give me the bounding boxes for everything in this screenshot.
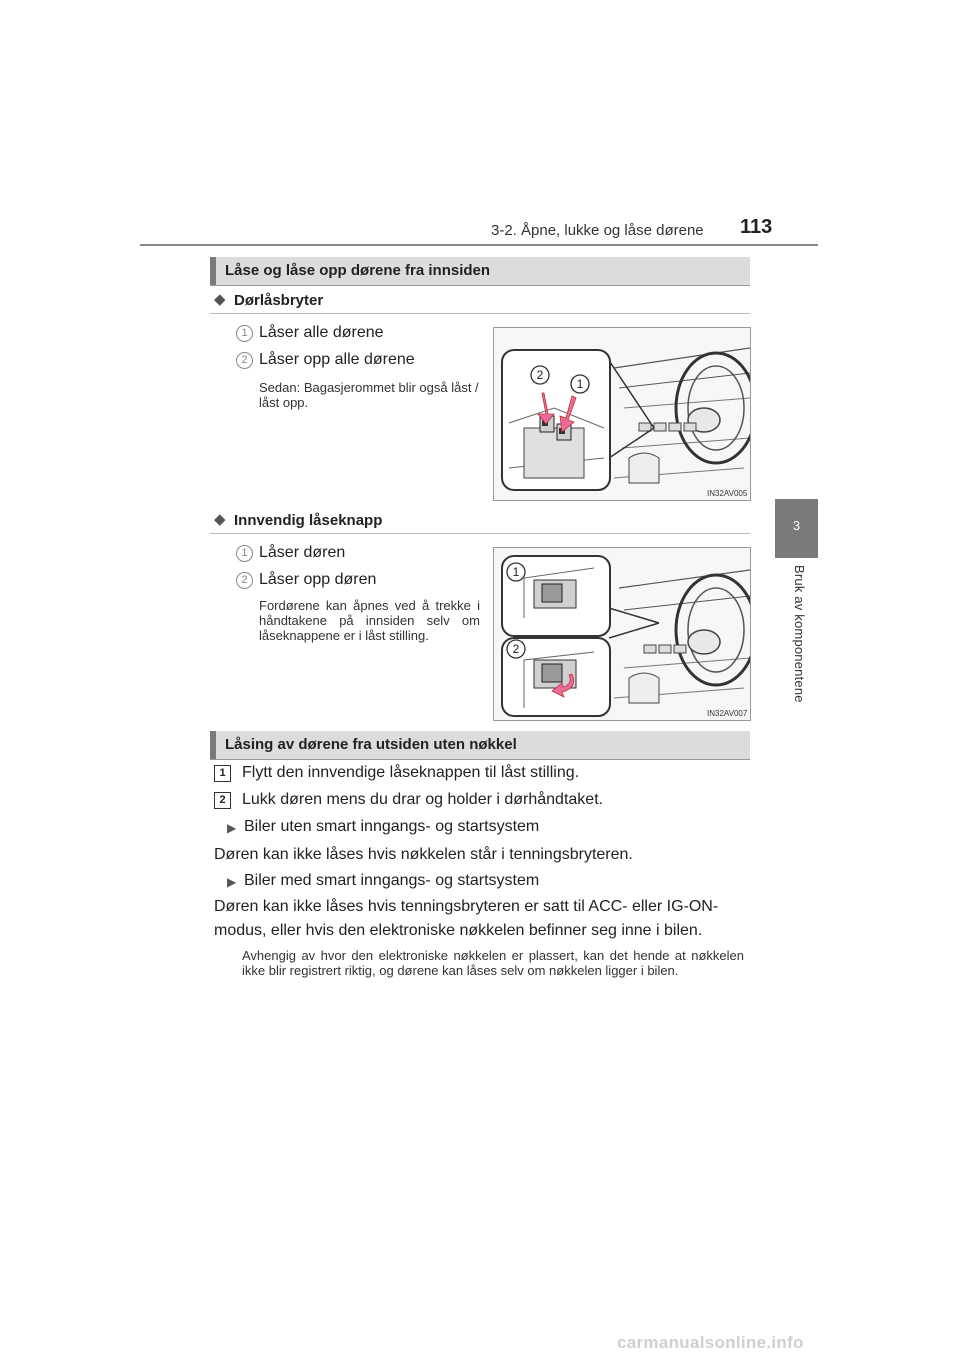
case-text: Døren kan ikke låses hvis tenningsbryteren er satt til ACC- eller IG-ON- (214, 898, 719, 915)
step-text: Flytt den innvendige låseknappen til låst stilling. (242, 764, 580, 781)
item-text: Låser opp alle dørene (259, 351, 415, 368)
item-number: 2 (236, 352, 253, 369)
figure-label-1: 1 (512, 565, 520, 579)
subsection-title: Innvendig låseknapp (234, 512, 383, 529)
section-breadcrumb: 3-2. Åpne, lukke og låse dørene (491, 222, 704, 239)
figure-code: IN32AV007 (707, 709, 748, 718)
step-number: 1 (214, 765, 231, 782)
note-text: Sedan: Bagasjerommet blir også låst / låst opp. (259, 380, 479, 410)
subsection-door-lock-switch (210, 289, 750, 314)
subsection-title: Dørlåsbryter (234, 292, 324, 309)
figure-code: IN32AV005 (707, 489, 748, 498)
watermark: carmanualsonline.info (617, 1333, 804, 1352)
door-lock-switch-figure (493, 327, 751, 501)
section-heading-text: Låse og låse opp dørene fra innsiden (225, 262, 491, 279)
triangle-bullet-icon: ▶ (227, 875, 237, 889)
header-rule (140, 244, 818, 246)
note-text: Avhengig av hvor den elektroniske nøkkelen er plassert, kan det hende at nøkkelen ikke blir registrert riktig, og dørene kan låses selv om nøkkelen ligger i bilen. (242, 948, 744, 978)
door-lock-switch-illustration (494, 328, 750, 500)
figure-label-1: 1 (576, 377, 584, 391)
step-text: Lukk døren mens du drar og holder i dørhåndtaket. (242, 791, 604, 808)
case-title: Biler uten smart inngangs- og startsystem (244, 818, 540, 835)
item-text: Låser opp døren (259, 571, 377, 588)
diamond-bullet-icon: ◆ (214, 511, 226, 528)
page-number: 113 (740, 216, 773, 238)
chapter-tab-number: 3 (792, 518, 801, 533)
inside-lock-button-illustration (494, 548, 750, 720)
step-number: 2 (214, 792, 231, 809)
item-number: 1 (236, 325, 253, 342)
case-title: Biler med smart inngangs- og startsystem (244, 872, 540, 889)
section-heading-outside (210, 731, 750, 760)
figure-label-2: 2 (512, 642, 520, 656)
section-heading-text: Låsing av dørene fra utsiden uten nøkkel (225, 736, 517, 753)
case-text: modus, eller hvis den elektroniske nøkkelen befinner seg inne i bilen. (214, 922, 703, 939)
triangle-bullet-icon: ▶ (227, 821, 237, 835)
section-heading-bar (210, 731, 216, 759)
case-text: Døren kan ikke låses hvis nøkkelen står i tenningsbryteren. (214, 846, 633, 863)
section-heading-bar (210, 257, 216, 285)
item-number: 1 (236, 545, 253, 562)
subsection-inside-lock-button (210, 509, 750, 534)
item-text: Låser døren (259, 544, 346, 561)
item-text: Låser alle dørene (259, 324, 384, 341)
figure-label-2: 2 (536, 368, 544, 382)
section-heading-inside (210, 257, 750, 286)
inside-lock-button-figure (493, 547, 751, 721)
diamond-bullet-icon: ◆ (214, 291, 226, 308)
chapter-tab-label: Bruk av komponentene (792, 565, 807, 703)
note-text: Fordørene kan åpnes ved å trekke i håndtakene på innsiden selv om låseknappene er i låst stilling. (259, 598, 480, 643)
item-number: 2 (236, 572, 253, 589)
